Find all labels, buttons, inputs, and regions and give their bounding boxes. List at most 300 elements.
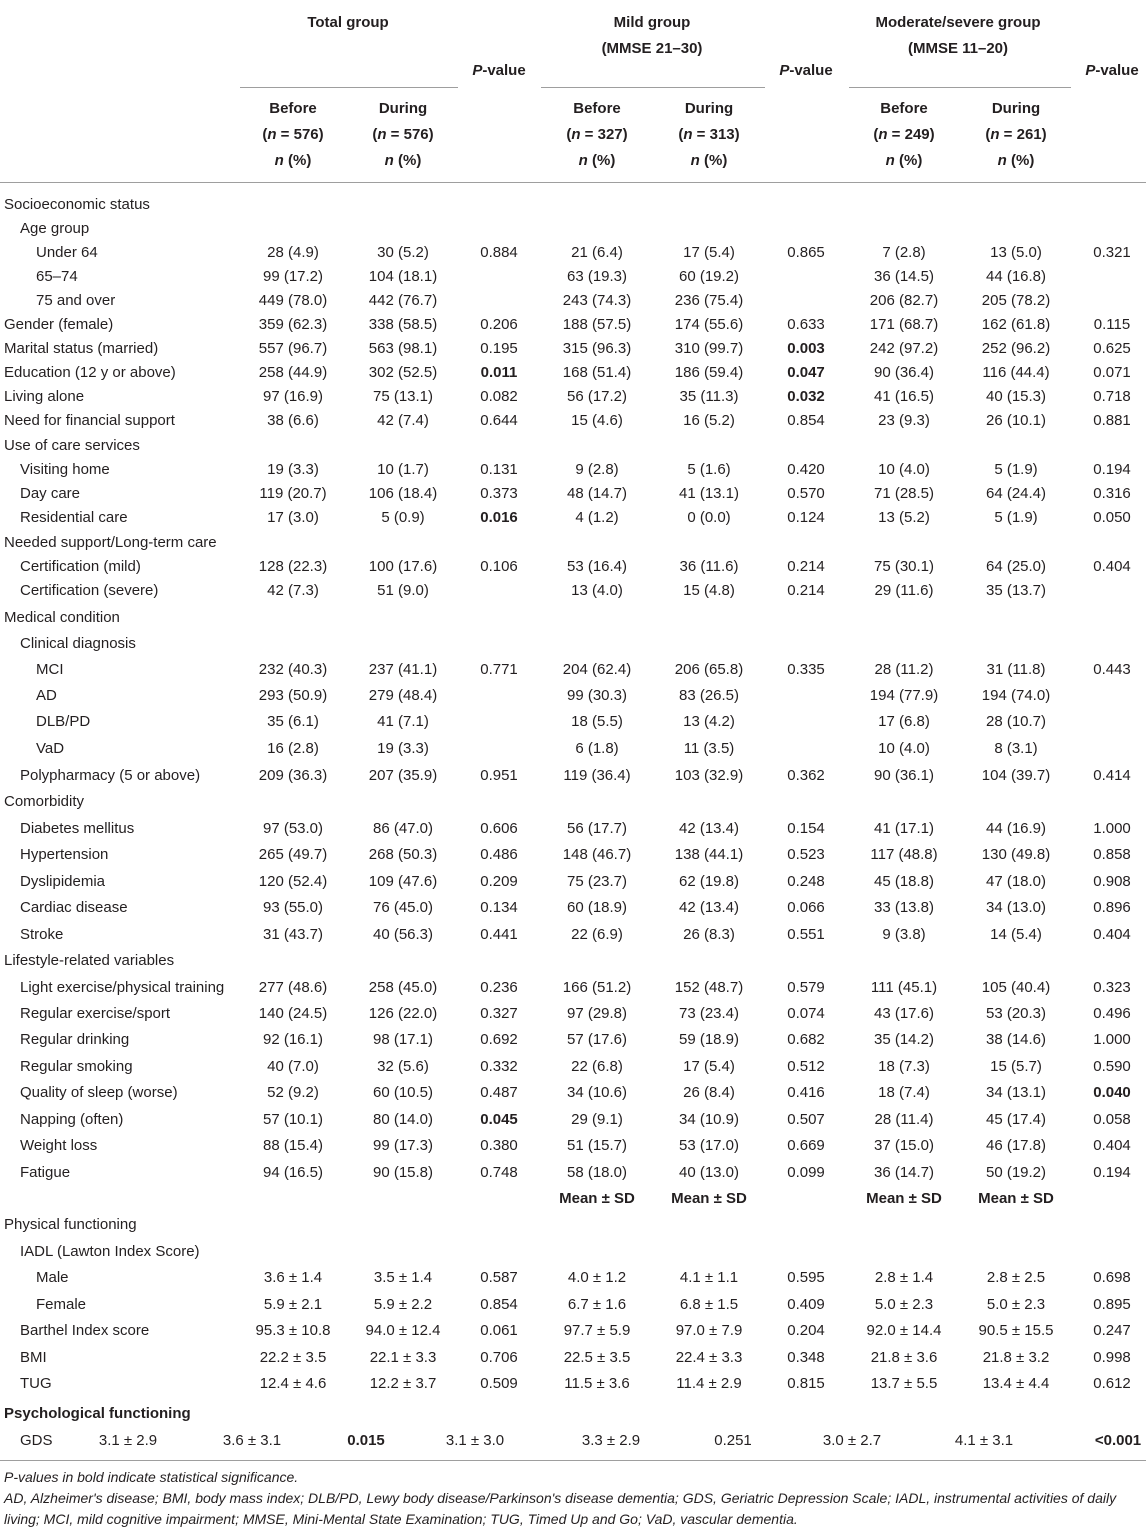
value-cell: 258 (44.9) [258,364,328,381]
value-cell: 120 (52.4) [258,873,328,890]
value-cell: 59 (18.9) [678,1031,740,1048]
value-cell: 5.0 ± 2.3 [874,1296,934,1313]
value-cell: 73 (23.4) [678,1005,740,1022]
value-cell: 194 (74.0) [981,687,1051,704]
p-value-cell: 0.214 [787,582,825,599]
column-n [566,122,627,148]
value-cell: 3.5 ± 1.4 [373,1269,433,1286]
value-cell: 17 (6.8) [878,713,930,730]
value-cell: 103 (32.9) [674,767,744,784]
row-label: Living alone [4,388,85,405]
p-value-cell: 0.512 [787,1058,825,1075]
value-cell: 117 (48.8) [870,846,938,863]
column-unit [579,148,616,174]
value-cell: 15 (4.8) [683,582,735,599]
unit-n: n [274,152,284,169]
value-cell: Mean ± SD [671,1190,747,1207]
value-cell: 64 (25.0) [985,558,1047,575]
row-label: Clinical diagnosis [20,635,136,652]
value-cell: 14 (5.4) [990,926,1042,943]
value-cell: Mean ± SD [978,1190,1054,1207]
p-value-cell: 0.523 [787,846,825,863]
value-cell: 140 (24.5) [258,1005,328,1022]
n-eq: = [386,126,404,143]
column-label: Before [880,100,928,117]
value-cell: 97 (53.0) [262,820,324,837]
p-value-cell: 0.348 [787,1349,825,1366]
value-cell: 22.1 ± 3.3 [369,1349,437,1366]
paren-close: ) [318,126,324,143]
row-label: Fatigue [20,1164,71,1181]
p-value-cell: 0.587 [480,1269,518,1286]
row-label: Under 64 [36,244,98,261]
column-n [372,122,433,148]
value-cell: 9 (3.8) [882,926,926,943]
value-cell: 4.1 ± 3.1 [954,1432,1014,1449]
value-cell: 5 (1.9) [994,461,1038,478]
p-value-cell: 0.570 [787,485,825,502]
value-cell: 36 (14.5) [873,268,935,285]
value-cell: 5 (1.6) [687,461,731,478]
value-cell: 6.7 ± 1.6 [567,1296,627,1313]
value-cell: 128 (22.3) [258,558,328,575]
value-cell: 11 (3.5) [683,740,735,757]
value-cell: 3.1 ± 3.0 [445,1432,505,1449]
value-cell: 6 (1.8) [575,740,619,757]
value-cell: 42 (13.4) [678,820,740,837]
header-rule-total [240,87,458,88]
value-cell: 13 (4.0) [571,582,623,599]
value-cell: 30 (5.2) [377,244,429,261]
n-symbol: n [683,126,693,143]
column-label: During [378,100,428,117]
row-label: Need for financial support [4,412,175,429]
value-cell: 36 (11.6) [679,558,739,575]
value-cell: 76 (45.0) [372,899,434,916]
p-value-cell: 0.106 [480,558,518,575]
row-label: Diabetes mellitus [20,820,135,837]
value-cell: 80 (14.0) [372,1111,434,1128]
unit-pct: (%) [894,152,923,169]
value-cell: 99 (17.2) [262,268,324,285]
p-value-cell: 0.380 [480,1137,518,1154]
value-cell: 29 (9.1) [571,1111,623,1128]
row-label: Use of care services [4,437,140,454]
p-value-cell: 0.748 [480,1164,518,1181]
header-rule-mild [541,87,765,88]
p-value-cell: 0.247 [1093,1322,1131,1339]
p-value-cell: 1.000 [1093,1031,1131,1048]
p-value-cell: 0.865 [787,244,825,261]
value-cell: 33 (13.8) [873,899,935,916]
row-label: Certification (severe) [20,582,159,599]
value-cell: 557 (96.7) [258,340,328,357]
value-cell: 75 (30.1) [873,558,935,575]
value-cell: 17 (5.4) [683,1058,735,1075]
value-cell: 174 (55.6) [674,316,744,333]
footnote-sig-text: -values in bold indicate statistical significance. [13,1469,299,1485]
value-cell: 3.6 ± 3.1 [222,1432,282,1449]
value-cell: 83 (26.5) [678,687,740,704]
p-value-cell: 0.082 [480,388,518,405]
value-cell: 22.2 ± 3.5 [259,1349,327,1366]
pvalue-p: P [1085,62,1096,79]
value-cell: 60 (19.2) [678,268,740,285]
value-cell: Mean ± SD [866,1190,942,1207]
n-symbol: n [267,126,277,143]
value-cell: 97.0 ± 7.9 [675,1322,743,1339]
value-cell: 23 (9.3) [878,412,930,429]
p-value-cell: 0.154 [787,820,825,837]
paren-open: ( [985,126,991,143]
value-cell: 13.7 ± 5.5 [870,1375,938,1392]
footnote-abbreviations: AD, Alzheimer's disease; BMI, body mass index; DLB/PD, Lewy body disease/Parkinson's disease dementia; GDS, Geriatric Depression Scale; IADL, instrumental activities of daily living; MCI, mild cognitive impairment; MMSE, Mini-Mental State Examination; TUG, Timed Up and Go; VaD, vascular dementia. [4,1490,1117,1527]
p-value-cell: 0.204 [787,1322,825,1339]
value-cell: 194 (77.9) [869,687,939,704]
value-cell: 22.4 ± 3.3 [675,1349,743,1366]
p-value-cell: 0.579 [787,979,825,996]
p-value-cell: 0.050 [1093,509,1131,526]
value-cell: 166 (51.2) [562,979,632,996]
value-cell: 60 (18.9) [566,899,628,916]
value-cell: 40 (15.3) [985,388,1047,405]
value-cell: 90 (36.4) [873,364,935,381]
p-value-cell: 0.595 [787,1269,825,1286]
value-cell: 90.5 ± 15.5 [978,1322,1054,1339]
row-label: Napping (often) [20,1111,124,1128]
value-cell: 252 (96.2) [981,340,1051,357]
p-value-cell: 0.214 [787,558,825,575]
p-value-cell: 0.409 [787,1296,825,1313]
p-value-cell: 0.908 [1093,873,1131,890]
value-cell: 50 (19.2) [985,1164,1047,1181]
value-cell: 26 (8.3) [683,926,735,943]
p-value-cell: 0.061 [480,1322,518,1339]
value-cell: 94.0 ± 12.4 [365,1322,441,1339]
value-cell: 46 (17.8) [985,1137,1047,1154]
row-label: Regular drinking [20,1031,130,1048]
value-cell: 63 (19.3) [566,268,628,285]
p-value-cell: 0.011 [480,364,518,381]
value-cell: 34 (10.6) [566,1084,628,1101]
column-n [262,122,323,148]
value-cell: 11.4 ± 2.9 [676,1375,742,1392]
p-value-cell: 0.032 [787,388,825,405]
value-cell: 26 (10.1) [985,412,1047,429]
value-cell: 88 (15.4) [262,1137,324,1154]
row-label: Psychological functioning [4,1405,191,1422]
value-cell: 45 (17.4) [985,1111,1047,1128]
value-cell: 449 (78.0) [258,292,328,309]
value-cell: 104 (39.7) [981,767,1051,784]
header-mild-group-range: (MMSE 21–30) [601,40,703,57]
column-label: Before [573,100,621,117]
p-value-cell: 0.332 [480,1058,518,1075]
p-value-cell: 0.015 [347,1432,385,1449]
row-label: Needed support/Long-term care [4,534,217,551]
row-label: Day care [20,485,81,502]
value-cell: 26 (8.4) [683,1084,735,1101]
row-label: TUG [20,1375,52,1392]
value-cell: 106 (18.4) [368,485,438,502]
value-cell: 5 (0.9) [381,509,425,526]
value-cell: 338 (58.5) [368,316,438,333]
value-cell: 279 (48.4) [368,687,438,704]
p-value-cell: 0.362 [787,767,825,784]
value-cell: 152 (48.7) [674,979,744,996]
row-label: Stroke [20,926,64,943]
value-cell: 162 (61.8) [981,316,1051,333]
value-cell: 62 (19.8) [678,873,740,890]
value-cell: 100 (17.6) [368,558,438,575]
n-eq: = [276,126,294,143]
row-label: IADL (Lawton Index Score) [20,1243,200,1260]
value-cell: 442 (76.7) [368,292,438,309]
unit-pct: (%) [1006,152,1035,169]
value-cell: 206 (82.7) [869,292,939,309]
value-cell: 97.7 ± 5.9 [563,1322,631,1339]
value-cell: 10 (1.7) [377,461,429,478]
value-cell: 51 (9.0) [377,582,429,599]
n-value: 261 [1016,126,1042,143]
value-cell: 3.0 ± 2.7 [822,1432,882,1449]
value-cell: 10 (4.0) [878,461,930,478]
value-cell: 207 (35.9) [368,767,438,784]
p-value-cell: 0.195 [480,340,518,357]
row-label: Barthel Index score [20,1322,150,1339]
value-cell: 41 (13.1) [678,485,740,502]
n-eq: = [692,126,710,143]
pvalue-p: P [779,62,790,79]
value-cell: 119 (36.4) [563,767,631,784]
column-unit [998,148,1035,174]
row-label: Medical condition [4,609,120,626]
n-value: 576 [403,126,429,143]
n-symbol: n [878,126,888,143]
p-value-cell: 0.248 [787,873,825,890]
value-cell: 109 (47.6) [368,873,438,890]
value-cell: 9 (2.8) [575,461,619,478]
row-label: 75 and over [36,292,116,309]
value-cell: 15 (5.7) [990,1058,1042,1075]
p-value-cell: 0.416 [787,1084,825,1101]
p-value-cell: 0.209 [480,873,518,890]
value-cell: 92.0 ± 14.4 [866,1322,942,1339]
value-cell: 119 (20.7) [259,485,327,502]
p-value-cell: 0.134 [480,899,518,916]
value-cell: 359 (62.3) [258,316,328,333]
header-moderate-group-range: (MMSE 11–20) [907,40,1009,57]
row-label: Regular exercise/sport [20,1005,171,1022]
value-cell: 5.0 ± 2.3 [986,1296,1046,1313]
p-value-cell: 0.099 [787,1164,825,1181]
p-value-cell: <0.001 [1094,1432,1142,1449]
value-cell: 53 (17.0) [678,1137,740,1154]
p-value-cell: 0.071 [1093,364,1131,381]
value-cell: 36 (14.7) [873,1164,935,1181]
value-cell: 40 (13.0) [678,1164,740,1181]
value-cell: 97 (16.9) [262,388,324,405]
value-cell: 17 (5.4) [683,244,735,261]
value-cell: 98 (17.1) [372,1031,434,1048]
p-value-cell: 0.003 [787,340,825,357]
paren-open: ( [678,126,684,143]
value-cell: 13 (4.2) [683,713,735,730]
value-cell: 44 (16.8) [985,268,1047,285]
value-cell: 18 (7.4) [878,1084,930,1101]
value-cell: 310 (99.7) [674,340,744,357]
value-cell: 64 (24.4) [985,485,1047,502]
value-cell: 206 (65.8) [674,661,744,678]
value-cell: 232 (40.3) [258,661,328,678]
value-cell: 28 (11.4) [874,1111,934,1128]
p-value-cell: 0.327 [480,1005,518,1022]
value-cell: 4 (1.2) [575,509,619,526]
paren-close: ) [1041,126,1047,143]
value-cell: 315 (96.3) [562,340,632,357]
value-cell: 186 (59.4) [674,364,744,381]
value-cell: 32 (5.6) [377,1058,429,1075]
value-cell: 3.3 ± 2.9 [581,1432,641,1449]
row-label: Female [36,1296,87,1313]
unit-pct: (%) [699,152,728,169]
row-label: Residential care [20,509,128,526]
value-cell: 3.6 ± 1.4 [263,1269,323,1286]
pvalue-rest: -value [1095,62,1139,79]
value-cell: 52 (9.2) [267,1084,319,1101]
row-label: MCI [36,661,64,678]
row-label: Comorbidity [4,793,85,810]
column-label: Before [269,100,317,117]
p-value-cell: 0.443 [1093,661,1131,678]
n-eq: = [887,126,905,143]
row-label: Weight loss [20,1137,98,1154]
footnote-p: P [4,1469,14,1485]
value-cell: 94 (16.5) [262,1164,324,1181]
row-label: Age group [20,220,90,237]
value-cell: 209 (36.3) [258,767,328,784]
header-pvalue-moderate [1085,58,1138,84]
value-cell: 31 (43.7) [262,926,324,943]
value-cell: 19 (3.3) [377,740,429,757]
value-cell: 12.4 ± 4.6 [259,1375,327,1392]
value-cell: 12.2 ± 3.7 [369,1375,437,1392]
p-value-cell: 0.551 [787,926,825,943]
value-cell: 43 (17.6) [873,1005,935,1022]
p-value-cell: 0.194 [1093,1164,1131,1181]
pvalue-rest: -value [482,62,526,79]
p-value-cell: 0.951 [480,767,518,784]
p-value-cell: 0.706 [480,1349,518,1366]
table-bottom-rule [0,1460,1146,1461]
row-label: Cardiac disease [20,899,128,916]
value-cell: 8 (3.1) [994,740,1038,757]
n-eq: = [580,126,598,143]
value-cell: 4.1 ± 1.1 [679,1269,739,1286]
value-cell: 35 (6.1) [267,713,319,730]
row-label: Hypertension [20,846,109,863]
n-eq: = [999,126,1017,143]
value-cell: 56 (17.2) [566,388,628,405]
value-cell: 563 (98.1) [368,340,438,357]
value-cell: 60 (10.5) [372,1084,434,1101]
row-label: 65–74 [36,268,78,285]
p-value-cell: 0.590 [1093,1058,1131,1075]
row-label: Lifestyle-related variables [4,952,175,969]
p-value-cell: 0.487 [480,1084,518,1101]
column-unit [385,148,422,174]
p-value-cell: 0.045 [480,1111,518,1128]
value-cell: 258 (45.0) [368,979,438,996]
row-label: Socioeconomic status [4,196,150,213]
p-value-cell: 0.316 [1093,485,1131,502]
paren-open: ( [372,126,378,143]
column-unit [275,148,312,174]
value-cell: 111 (45.1) [870,979,938,996]
n-symbol: n [377,126,387,143]
value-cell: 56 (17.7) [566,820,628,837]
value-cell: 21.8 ± 3.2 [982,1349,1050,1366]
value-cell: 97 (29.8) [566,1005,628,1022]
value-cell: 34 (13.1) [985,1084,1047,1101]
value-cell: 171 (68.7) [869,316,939,333]
column-n [985,122,1046,148]
p-value-cell: 0.016 [480,509,518,526]
pvalue-p: P [472,62,483,79]
p-value-cell: 0.323 [1093,979,1131,996]
value-cell: 10 (4.0) [878,740,930,757]
p-value-cell: 0.251 [714,1432,752,1449]
p-value-cell: 0.718 [1093,388,1131,405]
p-value-cell: 0.404 [1093,926,1131,943]
header-bottom-rule [0,182,1146,183]
value-cell: 99 (30.3) [566,687,628,704]
value-cell: 18 (5.5) [571,713,623,730]
p-value-cell: 0.692 [480,1031,518,1048]
unit-pct: (%) [587,152,616,169]
column-unit [691,148,728,174]
value-cell: 277 (48.6) [258,979,328,996]
value-cell: 35 (11.3) [679,388,739,405]
value-cell: 41 (16.5) [873,388,935,405]
p-value-cell: 0.194 [1093,461,1131,478]
p-value-cell: 0.115 [1093,316,1131,333]
value-cell: 204 (62.4) [562,661,632,678]
p-value-cell: 0.854 [787,412,825,429]
value-cell: 22.5 ± 3.5 [563,1349,631,1366]
unit-n: n [384,152,394,169]
p-value-cell: 0.698 [1093,1269,1131,1286]
p-value-cell: 0.486 [480,846,518,863]
value-cell: 104 (18.1) [368,268,438,285]
footnote-significance [4,1467,1140,1488]
p-value-cell: 0.131 [480,461,518,478]
column-label: During [991,100,1041,117]
value-cell: 38 (6.6) [267,412,319,429]
value-cell: 13 (5.0) [990,244,1042,261]
value-cell: 28 (11.2) [874,661,934,678]
value-cell: 90 (36.1) [873,767,935,784]
p-value-cell: 0.509 [480,1375,518,1392]
value-cell: 29 (11.6) [874,582,934,599]
row-label: Education (12 y or above) [4,364,176,381]
value-cell: Mean ± SD [559,1190,635,1207]
row-label: Physical functioning [4,1216,137,1233]
value-cell: 53 (20.3) [985,1005,1047,1022]
value-cell: 22 (6.8) [571,1058,623,1075]
value-cell: 99 (17.3) [372,1137,434,1154]
p-value-cell: 0.496 [1093,1005,1131,1022]
